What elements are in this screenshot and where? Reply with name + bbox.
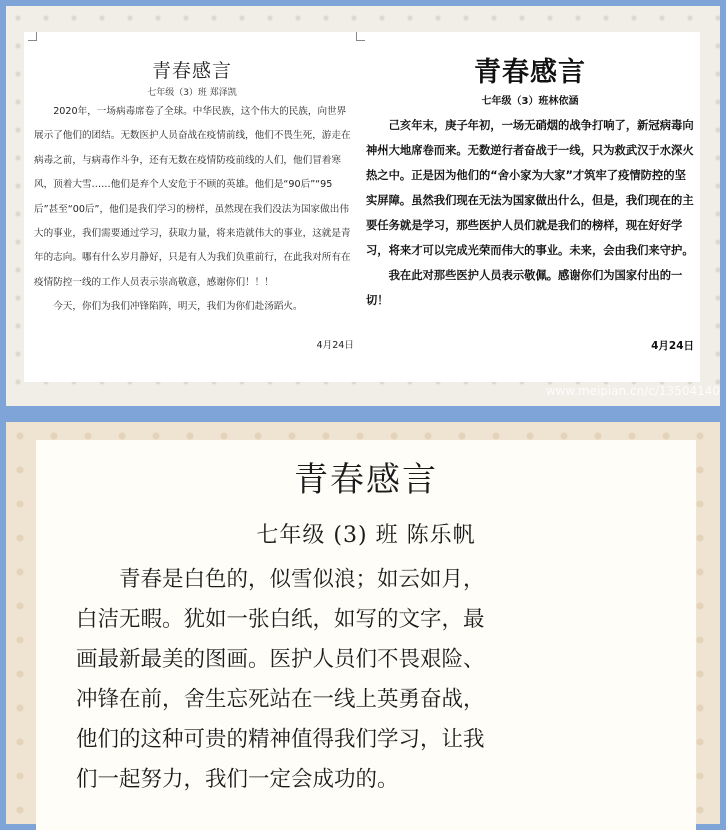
essay-paragraph: 今天，你们为我们冲锋陷阵，明天，我们为你们赴汤蹈火。 xyxy=(53,301,303,313)
essay-body xyxy=(76,560,676,800)
essay-title: 青春感言 xyxy=(294,460,438,500)
handwritten-essay xyxy=(36,440,696,830)
essay-author: 七年级 (3) 班 陈乐帆 xyxy=(256,523,476,548)
essay-title: 青春感言 xyxy=(151,60,232,82)
essay-date: 4月24日 xyxy=(316,340,354,351)
essay-paragraph: 我在此对那些医护人员表示敬佩。感谢你们为国家付出的一切！ xyxy=(366,269,683,307)
essay-sheet-left xyxy=(24,32,360,382)
essay-body xyxy=(34,100,354,320)
essay-line: 白洁无暇。犹如一张白纸，如写的文字，最 xyxy=(76,607,485,632)
site-watermark: www.meipian.cn/c/13504140 xyxy=(545,384,720,398)
essay-author: 七年级（3）班 郑泽凯 xyxy=(147,88,237,98)
essay-author: 七年级（3）班林依涵 xyxy=(481,96,579,107)
page-corner-mark xyxy=(356,32,365,41)
essay-paragraph: 己亥年末，庚子年初，一场无硝烟的战争打响了，新冠病毒向神州大地席卷而来。无数逆行者奋战于一线，只为救武汉于水深火热之中。正是因为他们的“舍小家为大家”才筑牢了疫情防控的坚实屏障。虽然我们现在无法为国家做出什么，但是，我们现在的主要任务就是学习，那些医护人员们就是我们的榜样，现在好好学习，将来才可以完成光荣而伟大的事业。未来，会由我们来守护。 xyxy=(366,119,694,257)
essay-line: 青春是白色的，似雪似浪；如云如月， xyxy=(119,567,485,592)
essay-paragraph: 2020年，一场病毒席卷了全球。中华民族，这个伟大的民族，向世界展示了他们的团结。无数医护人员奋战在疫情前线，他们不畏生死，游走在病毒之前，与病毒作斗争，还有无数在疫情防疫前线的人们，他们冒着寒风，顶着大雪……他们是弃个人安危于不顾的英雄。他们是“90后”“95后”甚至“00后”，他们是我们学习的榜样，虽然现在我们没法为国家做出伟大的事业，我们需要通过学习，获取力量，将来造就伟大的事业，这就是青年的志向。哪有什么岁月静好，只是有人为我们负重前行，在此我对所有在疫情防控一线的工作人员表示崇高敬意，感谢你们！！！ xyxy=(34,106,351,288)
page-corner-mark xyxy=(28,32,37,41)
essay-line: 冲锋在前，舍生忘死站在一线上英勇奋战， xyxy=(76,687,485,712)
essay-date: 4月24日 xyxy=(651,340,694,352)
essay-line: 们一起努力，我们一定会成功的。 xyxy=(76,767,399,792)
essay-line: 他们的这种可贵的精神值得我们学习，让我 xyxy=(76,727,485,752)
essay-body xyxy=(366,113,696,313)
essay-line: 画最新最美的图画。医护人员们不畏艰险、 xyxy=(76,647,485,672)
essay-sheet-right xyxy=(360,32,700,382)
essay-title: 青春感言 xyxy=(474,57,586,88)
